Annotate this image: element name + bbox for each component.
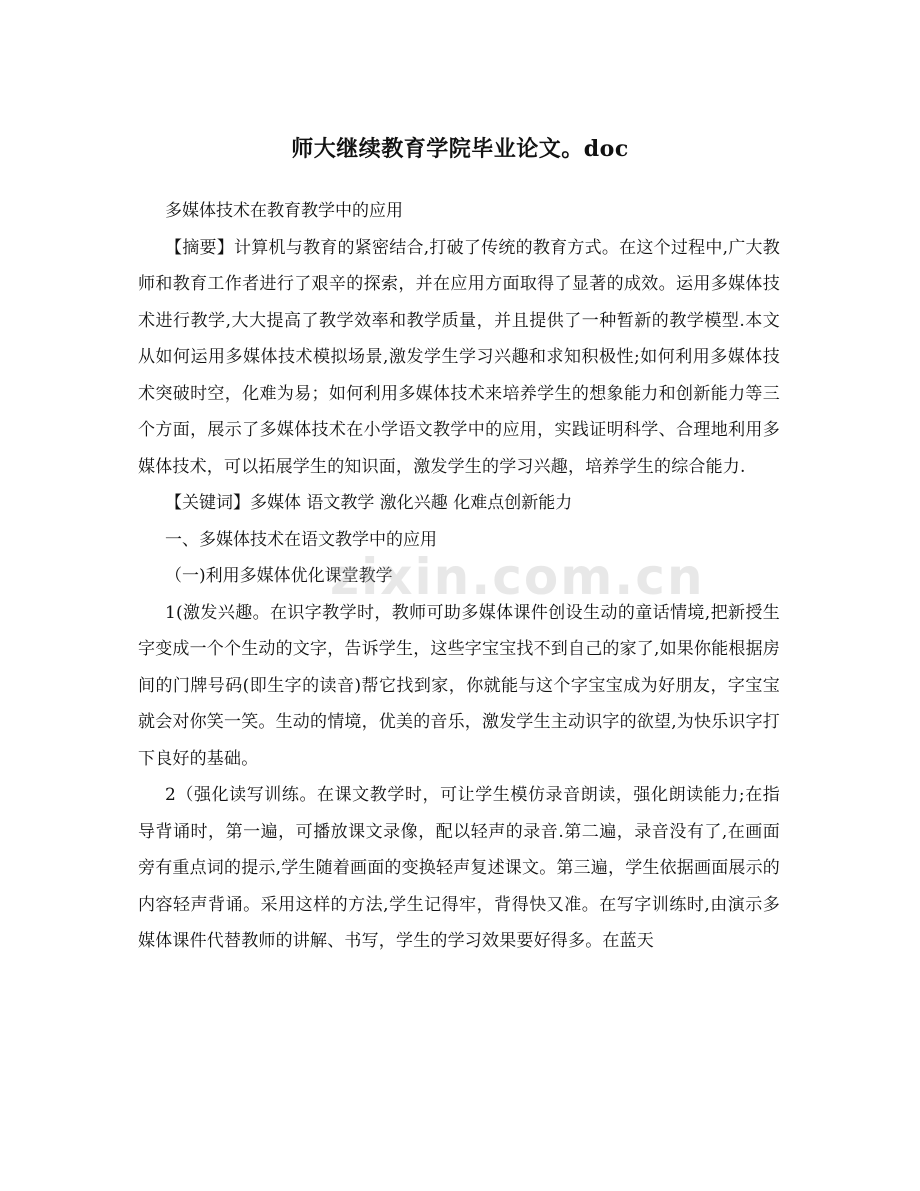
abstract-paragraph: 【摘要】计算机与教育的紧密结合,打破了传统的教育方式。在这个过程中,广大教师和教育工作者进行了艰辛的探索，并在应用方面取得了显著的成效。运用多媒体技术进行教学,大大提高了教学效率和教学质量，并且提供了一种暂新的教学模型.本文从如何运用多媒体技术模拟场景,激发学生学习兴趣和求知积极性;如何利用多媒体技术突破时空，化难为易；如何利用多媒体技术来培养学生的想象能力和创新能力等三个方面，展示了多媒体技术在小学语文教学中的应用，实践证明科学、合理地利用多媒体技术，可以拓展学生的知识面，激发学生的学习兴趣，培养学生的综合能力. (138, 237, 780, 477)
document-title: 师大继续教育学院毕业论文。doc (291, 136, 629, 162)
subsection-heading: （一)利用多媒体优化课堂教学 (165, 566, 393, 586)
document-body (138, 193, 780, 960)
svg-text:zixin.com.cn: zixin.com.cn (330, 548, 705, 606)
body-paragraph-1: 1(激发兴趣。在识字教学时，教师可助多媒体课件创设生动的童话情境,把新授生字变成一个个生动的文字，告诉学生，这些字宝宝找不到自己的家了,如果你能根据房间的门牌号码(即生字的读音)帮它找到家，你就能与这个字宝宝成为好朋友，字宝宝就会对你笑一笑。生动的情境，优美的音乐，激发学生主动识字的欲望,为快乐识字打下良好的基础。 (138, 602, 781, 769)
body-paragraph-2: 2（强化读写训练。在课文教学时，可让学生模仿录音朗读，强化朗读能力;在指导背诵时，第一遍，可播放课文录像，配以轻声的录音.第二遍，录音没有了,在画面旁有重点词的提示,学生随着画面的变换轻声复述课文。第三遍，学生依据画面展示的内容轻声背诵。采用这样的方法,学生记得牢，背得快又准。在写字训练时,由演示多媒体课件代替教师的讲解、书写，学生的学习效果要好得多。在蓝天 (138, 785, 781, 951)
section-heading: 一、多媒体技术在语文教学中的应用 (165, 529, 437, 550)
keywords-line: 【关键词】多媒体 语文教学 激化兴趣 化难点创新能力 (165, 493, 573, 513)
paper-subtitle: 多媒体技术在教育教学中的应用 (165, 201, 403, 221)
